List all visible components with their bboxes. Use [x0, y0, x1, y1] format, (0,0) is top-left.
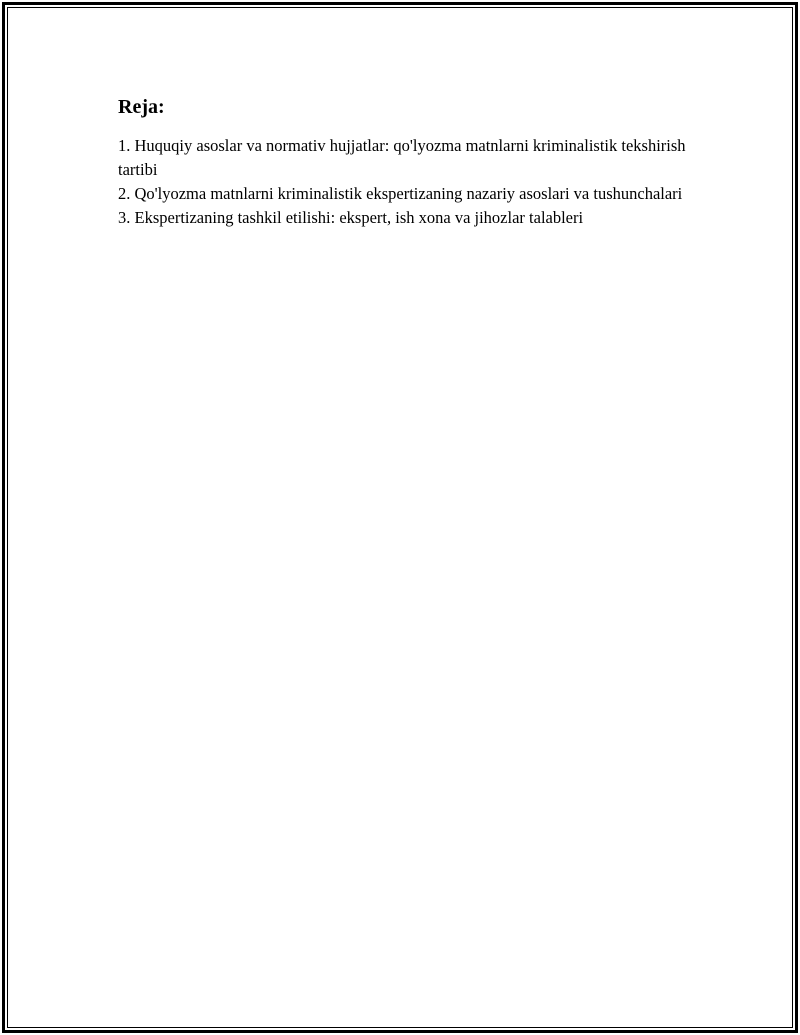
plan-item-1: 1. Huquqiy asoslar va normativ hujjatlar: qo'lyozma matnlarni kriminalistik tekshirish tartibi	[118, 136, 686, 179]
plan-item-3: 3. Ekspertizaning tashkil etilishi: ekspert, ish xona va jihozlar talableri	[118, 208, 584, 227]
plan-heading: Reja:	[118, 96, 165, 118]
document-content	[118, 94, 698, 230]
plan-list	[118, 134, 698, 230]
plan-item-2: 2. Qo'lyozma matnlarni kriminalistik ekspertizaning nazariy asoslari va tushunchalari	[118, 184, 683, 203]
